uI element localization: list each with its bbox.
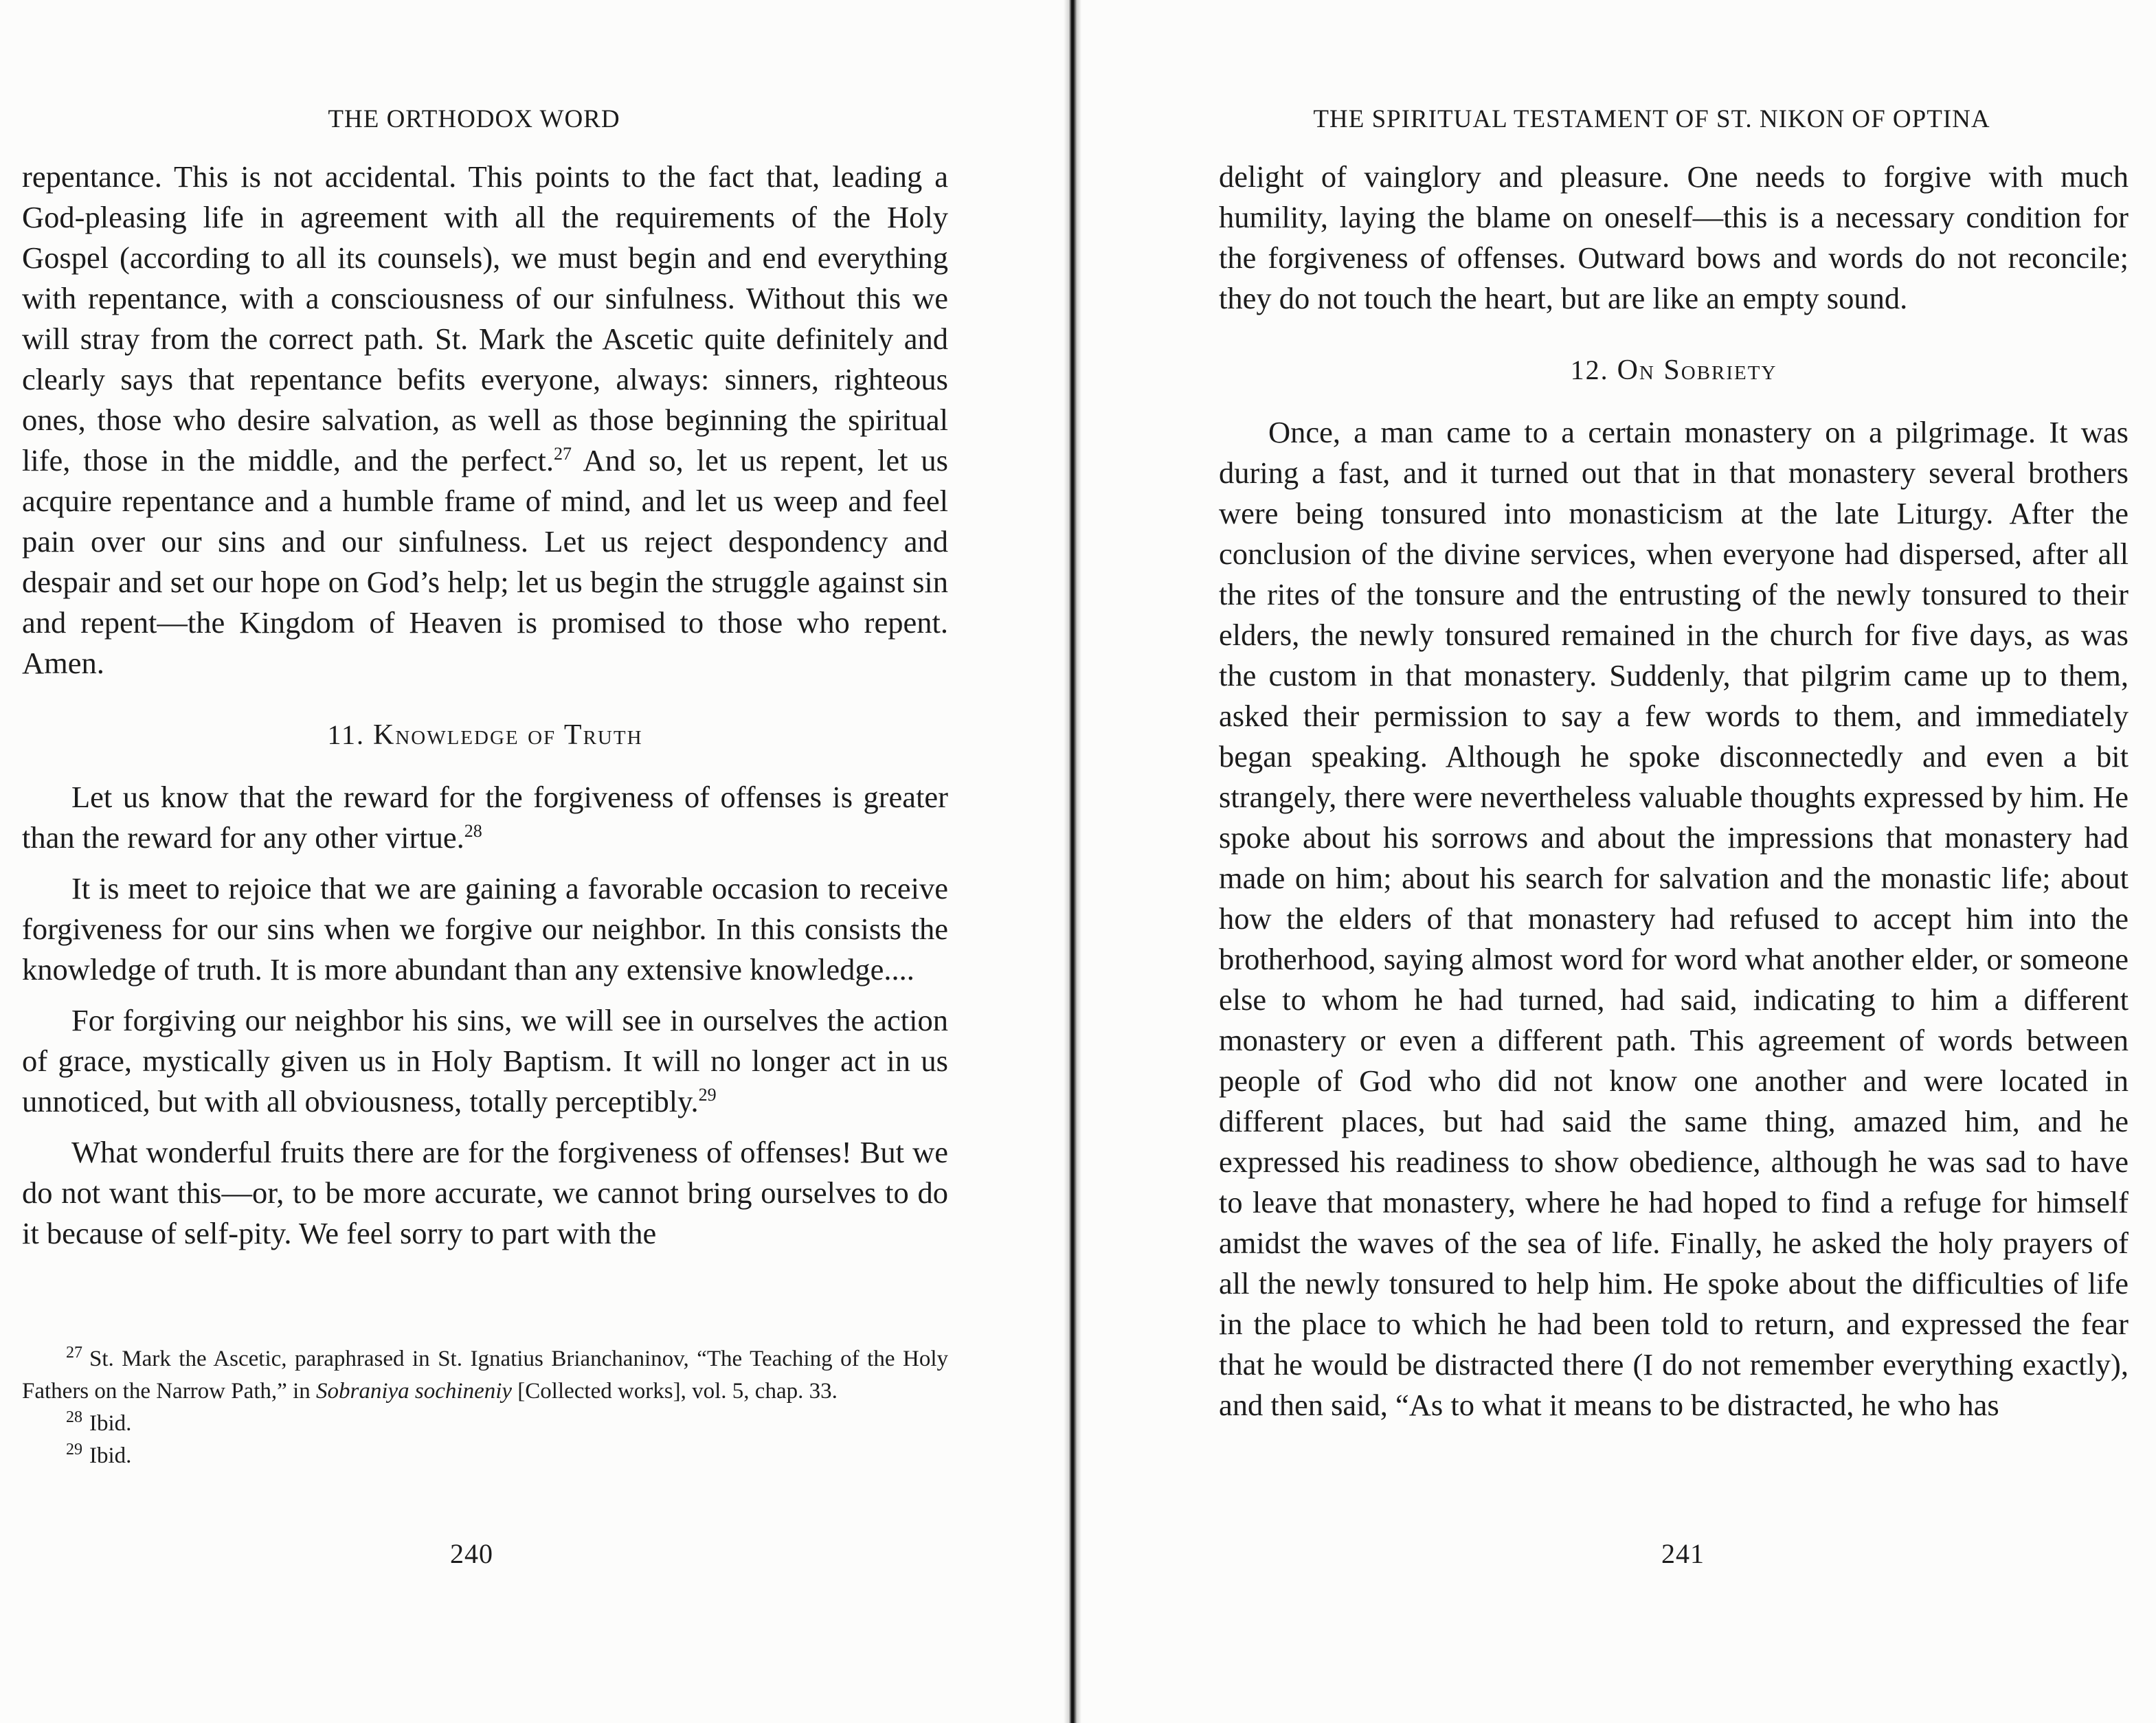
left-text-block xyxy=(22,157,948,1264)
section-heading-12: 12. On Sobriety xyxy=(1570,354,1777,386)
page-number-right: 241 xyxy=(1661,1538,1705,1569)
footnote-29: $^{29}$ Ibid. xyxy=(66,1441,132,1468)
footnote-ref-29: 29 xyxy=(698,1085,717,1105)
paragraph: It is meet to rejoice that we are gaining a favorable occasion to receive forgiveness for our sins when we forgive our neighbor. In this consists the knowledge of truth. It is more abundant than any extensive knowledge.... xyxy=(22,871,948,987)
paragraph: delight of vainglory and pleasure. One needs to forgive with much humility, laying the blame on oneself—this is a necessary condition for the forgiveness of offenses. Outward bows and words do not reconcile; they do not touch the heart, but are like an empty sound. xyxy=(1219,159,2129,315)
footnotes xyxy=(22,1343,948,1472)
paragraph: Once, a man came to a certain monastery on a pilgrimage. It was during a fast, and it turned out that in that monastery several brothers were being tonsured into monasticism at the late Liturgy. After the conclusion of the divine services, when everyone had dispersed, after all the rites of the tonsure and the entrusting of the newly tonsured to their elders, the newly tonsured remained in the church for five days, as was the custom in that monastery. Suddenly, that pilgrim came up to them, asked their permission to say a few words to them, and immediately began speaking. Although he spoke disconnectedly and even a bit strangely, there were nevertheless valuable thoughts expressed by him. He spoke about his sorrows and about the impressions that monastery had made on him; about his search for salvation and the monastic life; about how the elders of that monastery had refused to accept him into the brotherhood, saying almost word for word what another elder, or someone else to whom he had turned, had said, indicating to him a different monastery or even a different path. This agreement of words between people of God who did not know one another and were located in different places, but had said the same thing, amazed him, and he expressed his readiness to show obedience, although he was sad to have to leave that monastery, where he had hoped to find a refuge for himself amidst the waves of the sea of life. Finally, he asked the holy prayers of all the newly tonsured to help him. He spoke about the difficulties of life in the place to which he had been told to return, and expressed the fear that he would be distracted there (I do not remember everything exactly), and then said, “As to what it means to be distracted, he who has xyxy=(1219,415,2129,1422)
book-spine xyxy=(1064,0,1081,1723)
footnote-28: $^{28}$ Ibid. xyxy=(66,1408,132,1436)
left-page xyxy=(0,0,1070,1723)
section-heading-11: 11. Knowledge of Truth xyxy=(327,719,643,751)
right-page xyxy=(1081,0,2156,1723)
running-head-right: THE SPIRITUAL TESTAMENT OF ST. NIKON OF OPTINA xyxy=(1313,105,1990,133)
footnote-ref-28: 28 xyxy=(464,821,482,842)
paragraph: For forgiving our neighbor his sins, we will see in ourselves the action of grace, mystically given us in Holy Baptism. It will no longer act in us unnoticed, but with all obviousness, totally perceptibly.$^{29}$ xyxy=(22,1003,948,1118)
paragraph: What wonderful fruits there are for the forgiveness of offenses! But we do not want this—or, to be more accurate, we cannot bring ourselves to do it because of self-pity. We feel sorry to part with the xyxy=(22,1135,948,1250)
paragraph: repentance. This is not accidental. This points to the fact that, leading a God-pleasing life in agreement with all the requirements of the Holy Gospel (according to all its counsels), we must begin and end everything with repentance, with a consciousness of our sinfulness. Without this we will stray from the correct path. St. Mark the Ascetic quite definitely and clearly says that repentance befits everyone, always: sinners, righteous ones, those who desire salvation, as well as those beginning the spiritual life, those in the middle, and the perfect.$^{27}$ And so, let us repent, let us acquire repentance and a humble frame of mind, and let us weep and feel pain over our sins and our sinfulness. Let us reject despondency and despair and set our hope on God’s help; let us begin the struggle against sin and repent—the Kingdom of Heaven is promised to those who repent. Amen. xyxy=(22,159,949,680)
running-head-left: THE ORTHODOX WORD xyxy=(328,105,620,133)
footnote-ref-27: 27 xyxy=(554,444,572,464)
right-text-block xyxy=(1219,157,2129,1436)
footnote-27: $^{27}$ St. Mark the Ascetic, paraphrased in St. Ignatius Brianchaninov, “The Teaching of the Holy Fathers on the Narrow Path,” in Sobraniya sochineniy [Collected works], vol. 5, chap. 33. xyxy=(22,1344,948,1404)
page-number-left: 240 xyxy=(450,1538,493,1569)
paragraph: Let us know that the reward for the forgiveness of offenses is greater than the reward for any other virtue.$^{28}$ xyxy=(22,780,948,855)
